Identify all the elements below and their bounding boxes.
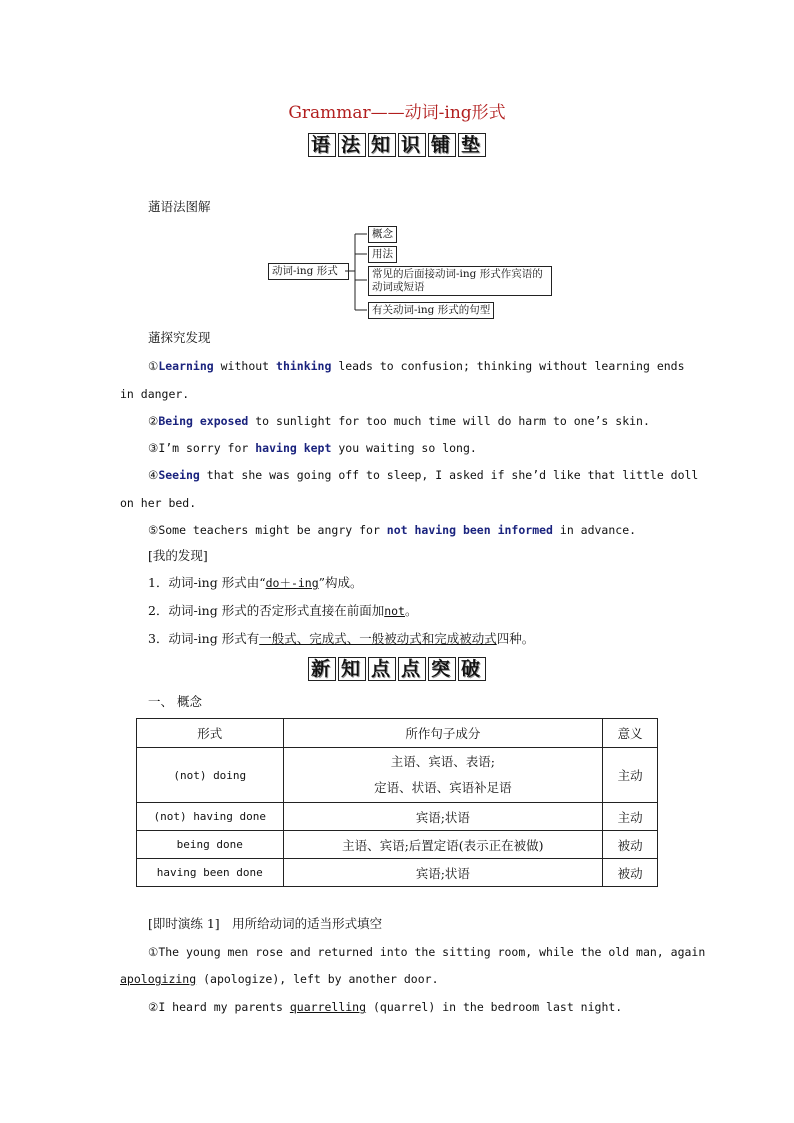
table-cell-role: 宾语;状语 [283, 859, 603, 887]
example-number: ② [148, 414, 159, 428]
finding-answer: 一般式、完成式、一般被动式和完成被动式 [259, 631, 497, 646]
finding-text: 3．动词-ing 形式有 [148, 631, 260, 646]
practice-sentence [148, 943, 708, 961]
table-header: 形式 [137, 719, 284, 748]
diagram-branch-patterns: 有关动词-ing 形式的句型 [368, 302, 494, 319]
finding-item [148, 602, 708, 620]
highlight-term: thinking [276, 359, 332, 373]
practice-number: ② [148, 1000, 159, 1014]
banner-char: 知 [338, 657, 366, 681]
section-banner-knowledge [0, 657, 794, 681]
finding-text: 四种。 [496, 631, 535, 646]
example-text: you waiting so long. [331, 441, 477, 455]
example-text: without [213, 359, 277, 373]
banner-char: 突 [428, 657, 456, 681]
role-line: 主语、宾语、表语; [390, 754, 495, 769]
section-heading-diagram: 蓪语法图解 [148, 199, 211, 214]
highlight-term: Seeing [158, 468, 200, 482]
finding-answer: not [384, 604, 405, 618]
practice-continuation [120, 970, 680, 988]
practice-answer: apologizing [120, 972, 197, 986]
section-heading-concept: 一、 概念 [148, 694, 202, 709]
example-text: that she was going off to sleep, I asked if she’d like that little doll [199, 468, 699, 482]
table-header-row [137, 719, 658, 748]
table-cell-form: having been done [137, 859, 284, 887]
banner-char: 垫 [458, 133, 486, 157]
diagram-root: 动词-ing 形式 [268, 263, 349, 280]
example-text: to sunlight for too much time will do harm to one’s skin. [248, 414, 650, 428]
example-text: in advance. [552, 523, 637, 537]
table-cell-form: (not) having done [137, 803, 284, 831]
table-cell-role [283, 748, 603, 803]
page-title: Grammar——动词-ing形式 [288, 103, 506, 123]
example-sentence [148, 357, 708, 375]
finding-answer: do＋-ing [265, 576, 319, 590]
diagram-branch-concept: 概念 [368, 226, 397, 243]
role-line: 定语、状语、宾语补足语 [374, 780, 512, 795]
example-number: ① [148, 359, 159, 373]
banner-char: 新 [308, 657, 336, 681]
finding-text: 2．动词-ing 形式的否定形式直接在前面加 [148, 603, 385, 618]
practice-text: The young men rose and returned into the sitting room, while the old man, again [158, 945, 706, 959]
banner-char: 点 [398, 657, 426, 681]
table-cell-form: (not) doing [137, 748, 284, 803]
finding-text: 。 [404, 603, 418, 618]
table-row [137, 831, 658, 859]
finding-item [148, 630, 708, 648]
banner-char: 铺 [428, 133, 456, 157]
table-cell-meaning: 主动 [603, 748, 658, 803]
banner-char: 识 [398, 133, 426, 157]
example-text: leads to confusion; thinking without learning ends [331, 359, 685, 373]
highlight-term: having kept [255, 441, 332, 455]
practice-sentence [148, 998, 708, 1016]
finding-item [148, 574, 708, 592]
example-sentence [148, 439, 708, 457]
banner-char: 法 [338, 133, 366, 157]
practice-answer: quarrelling [289, 1000, 367, 1014]
section-heading-explore: 蓪探究发现 [148, 330, 211, 345]
table-cell-role: 主语、宾语;后置定语(表示正在被做) [283, 831, 603, 859]
banner-char: 语 [308, 133, 336, 157]
table-cell-meaning: 主动 [603, 803, 658, 831]
practice-label: [即时演练 1] 用所给动词的适当形式填空 [148, 916, 383, 931]
finding-text: 1．动词-ing 形式由“ [148, 575, 266, 590]
table-cell-form: being done [137, 831, 284, 859]
example-number: ④ [148, 468, 159, 482]
section-banner-grammar [0, 133, 794, 157]
example-continuation: in danger. [120, 387, 190, 401]
practice-text: (apologize), left by another door. [196, 972, 439, 986]
table-cell-role: 宾语;状语 [283, 803, 603, 831]
highlight-term: Being exposed [158, 414, 249, 428]
table-row [137, 859, 658, 887]
findings-label: [我的发现] [148, 548, 208, 563]
example-text: Some teachers might be angry for [158, 523, 387, 537]
table-cell-meaning: 被动 [603, 859, 658, 887]
diagram-branch-usage: 用法 [368, 246, 397, 263]
table-cell-meaning: 被动 [603, 831, 658, 859]
table-header: 意义 [603, 719, 658, 748]
finding-text: ”构成。 [318, 575, 363, 590]
example-number: ③ [148, 441, 159, 455]
banner-char: 点 [368, 657, 396, 681]
table-header: 所作句子成分 [283, 719, 603, 748]
highlight-term: Learning [158, 359, 214, 373]
example-continuation: on her bed. [120, 496, 197, 510]
highlight-term: not having been informed [386, 523, 553, 537]
practice-text: (quarrel) in the bedroom last night. [366, 1000, 623, 1014]
concept-table [136, 718, 658, 887]
table-row [137, 803, 658, 831]
practice-number: ① [148, 945, 159, 959]
diagram-branch-verbs: 常见的后面接动词-ing 形式作宾语的动词或短语 [368, 266, 552, 296]
example-text: I’m sorry for [158, 441, 256, 455]
diagram-connector [345, 228, 370, 314]
table-row [137, 748, 658, 803]
banner-char: 破 [458, 657, 486, 681]
practice-text: I heard my parents [158, 1000, 290, 1014]
example-sentence [148, 521, 708, 539]
example-sentence [148, 466, 708, 484]
example-sentence [148, 412, 708, 430]
example-number: ⑤ [148, 523, 159, 537]
banner-char: 知 [368, 133, 396, 157]
